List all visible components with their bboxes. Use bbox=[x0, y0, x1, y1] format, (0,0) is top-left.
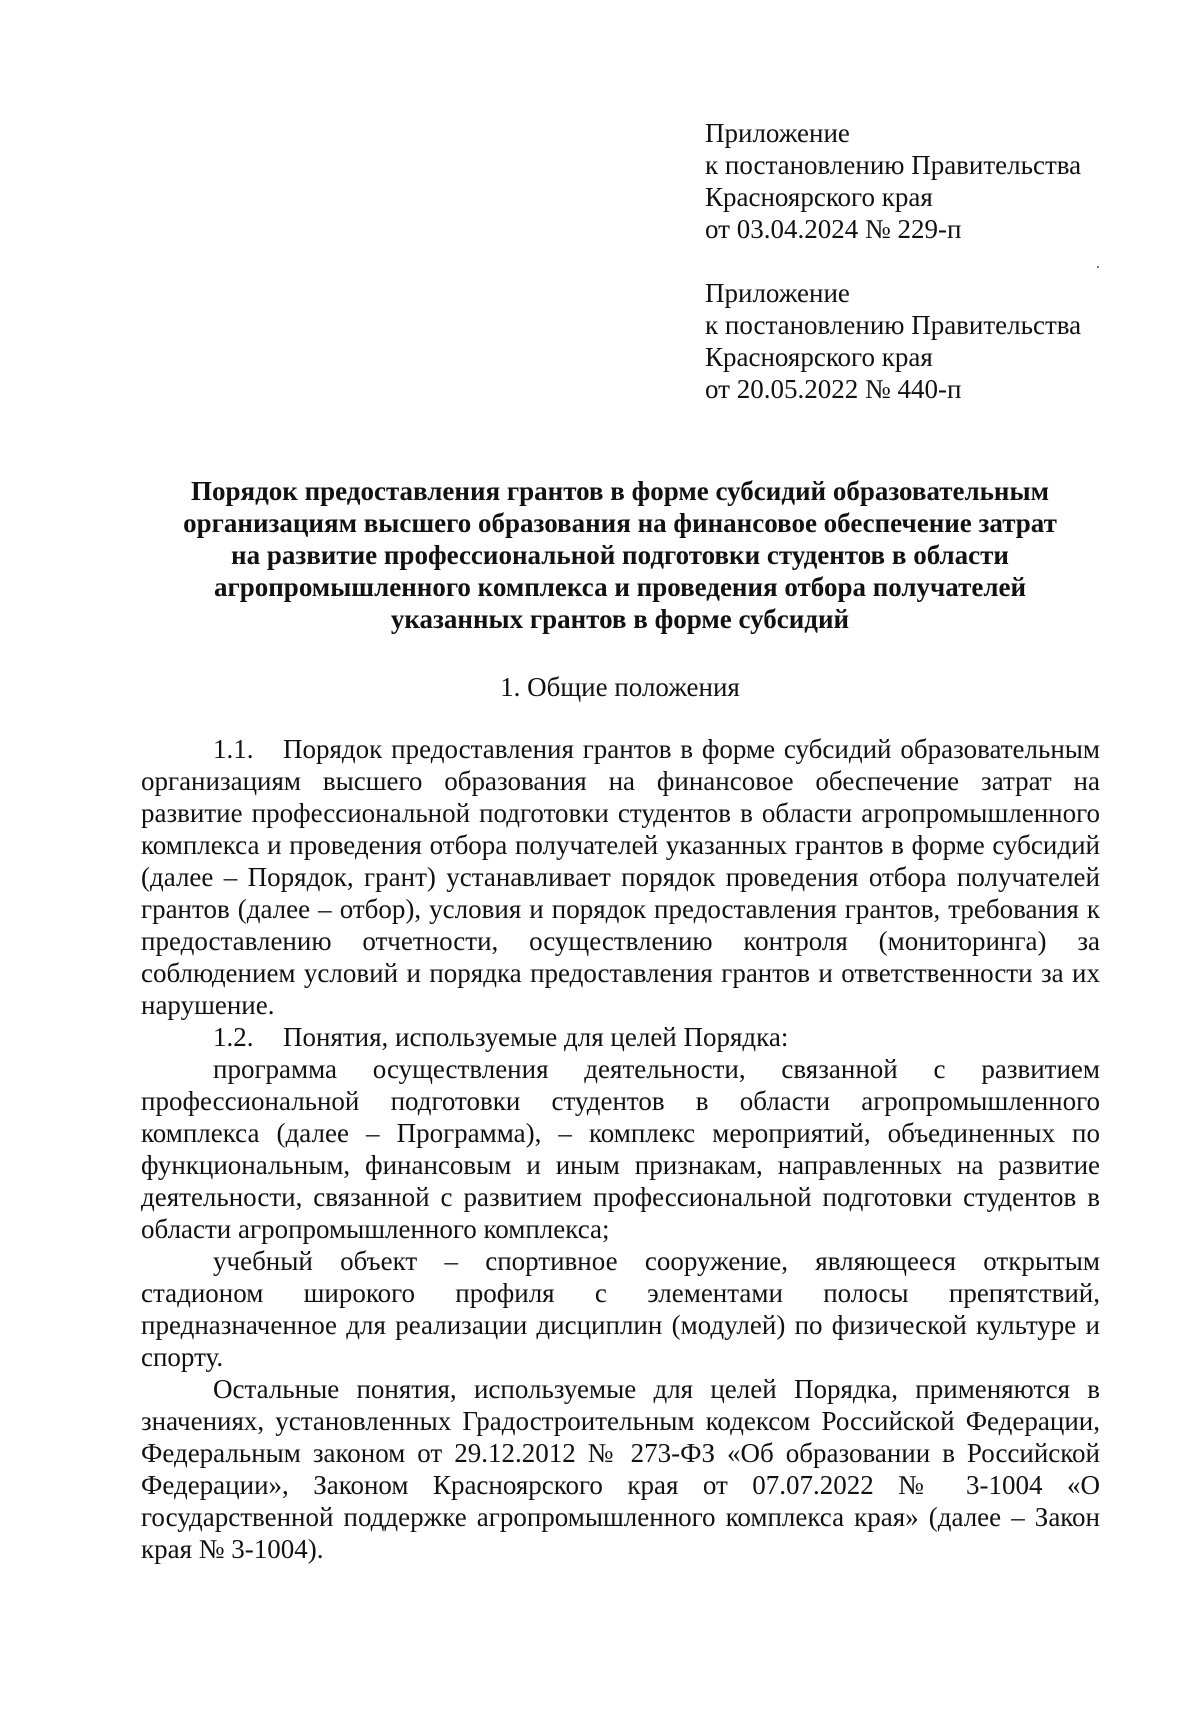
document-title-line: агропромышленного комплекса и проведения отбора получателей bbox=[213, 572, 1027, 602]
approval-resolution-ref: к постановлению Правительства bbox=[705, 310, 1082, 340]
approval-resolution-ref: к постановлению Правительства bbox=[705, 150, 1082, 180]
section-heading: 1. Общие положения bbox=[500, 672, 740, 702]
paragraph-text: Порядок предоставления грантов в форме субсидий образовательным организациям высшего образования на финансовое обеспечение затрат на развитие профессиональной подготовки студентов в области агропромышленного комплекса и проведения отбора получателей указанных грантов в форме субсидий (далее – Порядок, грант) устанавливает порядок проведения отбора получателей грантов (далее – отбор), условия и порядок предоставления грантов, требования к предоставлению отчетности, осуществлению контроля (мониторинга) за соблюдением условий и порядка предоставления грантов и ответственности за их нарушение. bbox=[141, 734, 1100, 1020]
approval-region: Красноярского края bbox=[705, 342, 933, 372]
section-body bbox=[141, 733, 1100, 1565]
paragraph-number: 1.1. bbox=[213, 734, 254, 764]
document-title-line: указанных грантов в форме субсидий bbox=[390, 604, 850, 634]
definition-training-object: учебный объект – спортивное сооружение, являющееся открытым стадионом широкого профиля с элементами полосы препятствий, предназначенное для реализации дисциплин (модулей) по физической культуре и спорту. bbox=[141, 1246, 1100, 1372]
approval-label: Приложение bbox=[705, 278, 850, 308]
approval-block-current bbox=[705, 117, 1081, 245]
approval-date-number: от 03.04.2024 № 229-п bbox=[705, 214, 962, 244]
approval-label: Приложение bbox=[705, 118, 850, 148]
approval-region: Красноярского края bbox=[705, 182, 933, 212]
definition-program: программа осуществления деятельности, связанной с развитием профессиональной подготовки студентов в области агропромышленного комплекса (далее – Программа), – комплекс мероприятий, объединенных по функциональным, финансовым и иным признакам, направленных на развитие деятельности, связанной с развитием профессиональной подготовки студентов в области агропромышленного комплекса; bbox=[141, 1054, 1100, 1244]
paragraph-number: 1.2. bbox=[213, 1022, 254, 1052]
document-title-line: на развитие профессиональной подготовки студентов в области bbox=[231, 540, 1009, 570]
document-title-line: организациям высшего образования на финансовое обеспечение затрат bbox=[183, 508, 1057, 538]
paragraph-text: Понятия, используемые для целей Порядка: bbox=[283, 1022, 789, 1052]
document-title-line: Порядок предоставления грантов в форме субсидий образовательным bbox=[191, 476, 1049, 506]
paragraph-1-1 bbox=[141, 733, 1100, 1021]
approval-date-number: от 20.05.2022 № 440-п bbox=[705, 374, 962, 404]
document-title bbox=[140, 475, 1100, 635]
paragraph-other-terms: Остальные понятия, используемые для целей Порядка, применяются в значениях, установленных Градостроительным кодексом Российской Федерации, Федеральным законом от 29.12.2012 № 273-ФЗ «Об образовании в Российской Федерации», Законом Красноярского края от 07.07.2022 № 3-1004 «О государственной поддержке агропромышленного комплекса края» (далее – Закон края № 3-1004). bbox=[141, 1374, 1100, 1564]
approval-block-original bbox=[705, 277, 1081, 405]
paragraph-1-2 bbox=[141, 1021, 1100, 1053]
scan-speck bbox=[1097, 266, 1099, 268]
